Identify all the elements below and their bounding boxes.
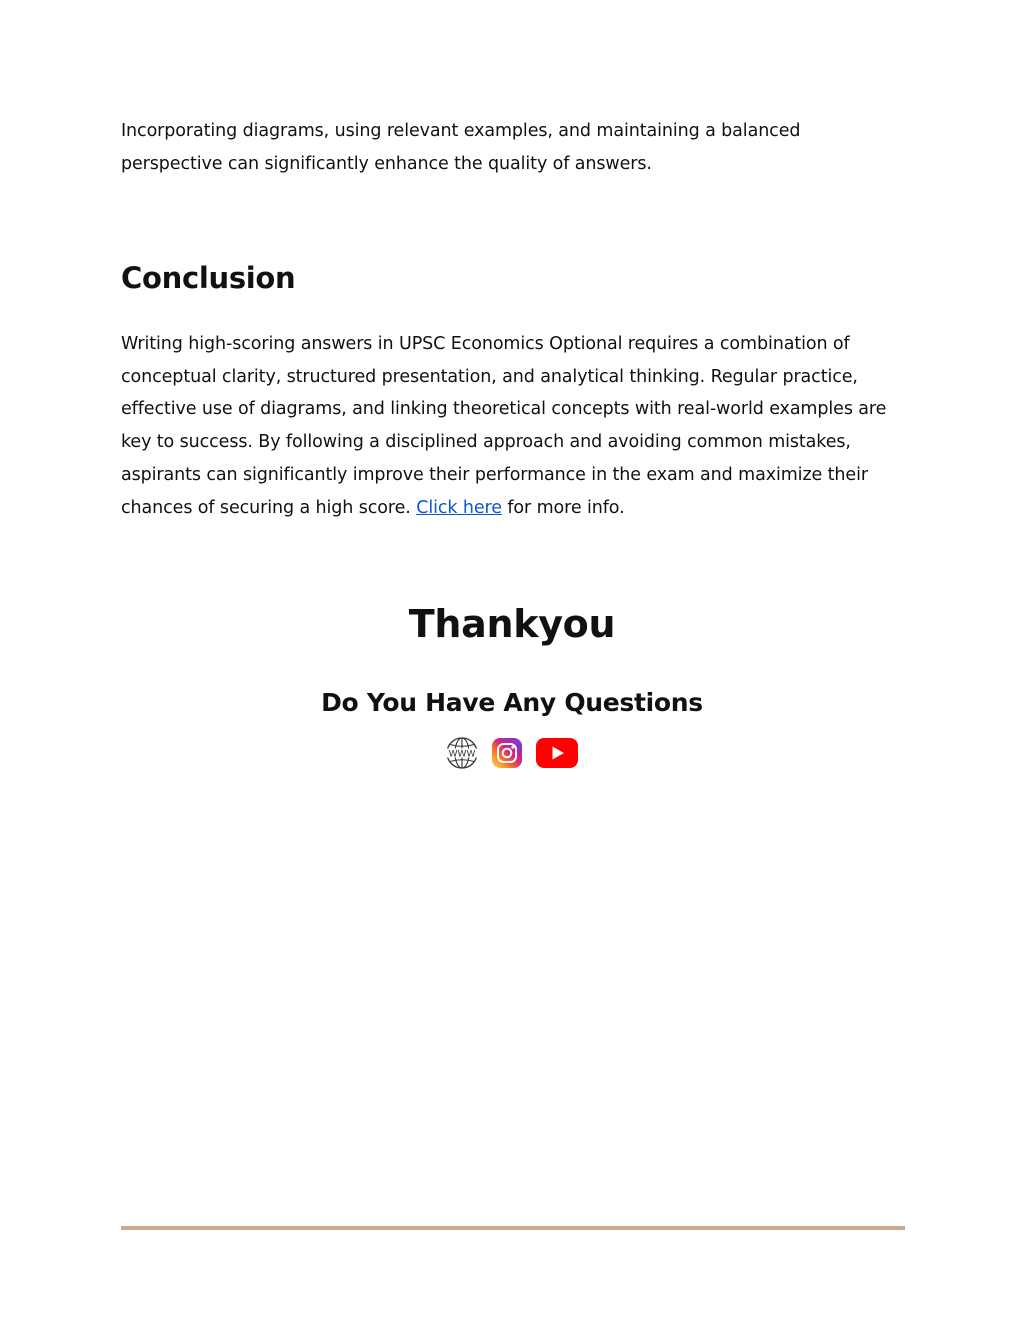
conclusion-text: Writing high-scoring answers in UPSC Economics Optional requires a combination of conceptual clarity, structured presentation, and analytical thinking. Regular practice, effective use of diagrams, and linking theoretical concepts with real-world examples are key to success. By following a disciplined approach and avoiding common mistakes, aspirants can significantly improve their performance in the exam and maximize their chances of securing a high score. xyxy=(121,334,887,518)
conclusion-text-end: for more info. xyxy=(501,497,625,518)
instagram-icon xyxy=(491,737,523,769)
intro-paragraph: Incorporating diagrams, using relevant examples, and maintaining a balanced perspective can significantly enhance the quality of answers. xyxy=(121,121,801,174)
questions-subtitle: Do You Have Any Questions xyxy=(321,688,703,717)
conclusion-heading: Conclusion xyxy=(121,261,296,295)
click-here-link[interactable]: Click here xyxy=(416,497,502,518)
www-globe-icon xyxy=(445,736,479,770)
www-label: WWW xyxy=(448,749,476,760)
youtube-link[interactable] xyxy=(535,737,579,769)
thankyou-title: Thankyou xyxy=(408,602,616,646)
website-link[interactable] xyxy=(445,736,479,770)
social-links xyxy=(0,735,1024,771)
conclusion-paragraph xyxy=(121,328,905,524)
footer-divider xyxy=(121,1226,905,1230)
instagram-link[interactable] xyxy=(491,737,523,769)
youtube-icon xyxy=(535,737,579,769)
